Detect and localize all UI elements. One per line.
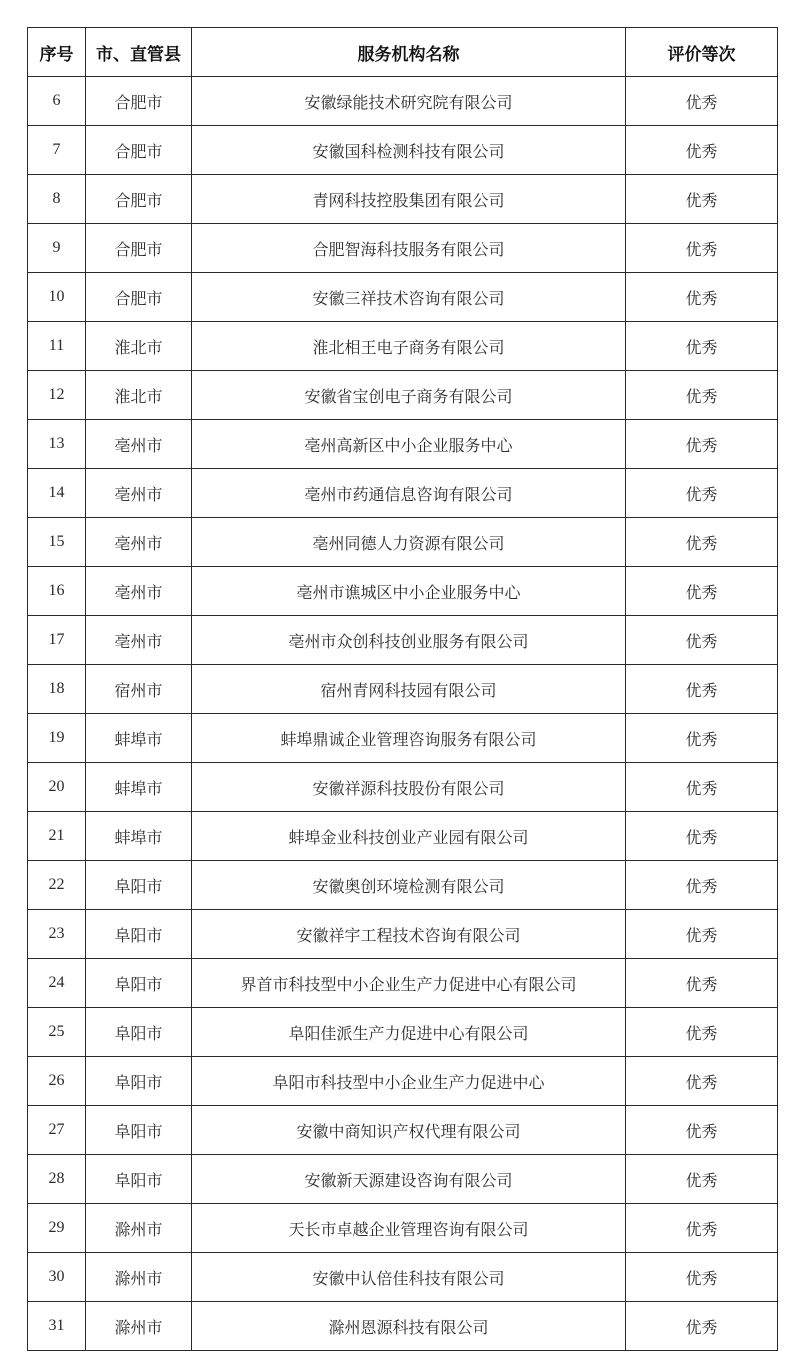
cell-city: 蚌埠市 [86, 812, 192, 861]
cell-serial-number: 6 [28, 77, 86, 126]
cell-organization-name: 安徽三祥技术咨询有限公司 [192, 273, 626, 322]
table-row [28, 861, 778, 910]
cell-organization-name: 亳州市谯城区中小企业服务中心 [192, 567, 626, 616]
table-row [28, 77, 778, 126]
table-row [28, 1204, 778, 1253]
cell-organization-name: 安徽奥创环境检测有限公司 [192, 861, 626, 910]
cell-serial-number: 13 [28, 420, 86, 469]
header-rating-grade: 评价等次 [626, 28, 778, 77]
header-organization-name: 服务机构名称 [192, 28, 626, 77]
cell-serial-number: 21 [28, 812, 86, 861]
cell-city: 合肥市 [86, 273, 192, 322]
cell-city: 淮北市 [86, 371, 192, 420]
cell-organization-name: 青网科技控股集团有限公司 [192, 175, 626, 224]
cell-rating: 优秀 [626, 1302, 778, 1351]
cell-organization-name: 安徽新天源建设咨询有限公司 [192, 1155, 626, 1204]
table-body [28, 77, 778, 1351]
cell-organization-name: 阜阳佳派生产力促进中心有限公司 [192, 1008, 626, 1057]
table-row [28, 1253, 778, 1302]
cell-organization-name: 安徽省宝创电子商务有限公司 [192, 371, 626, 420]
cell-rating: 优秀 [626, 469, 778, 518]
cell-serial-number: 18 [28, 665, 86, 714]
cell-city: 滁州市 [86, 1253, 192, 1302]
cell-organization-name: 淮北相王电子商务有限公司 [192, 322, 626, 371]
table-row [28, 126, 778, 175]
table-row [28, 224, 778, 273]
cell-city: 蚌埠市 [86, 763, 192, 812]
cell-rating: 优秀 [626, 1155, 778, 1204]
cell-city: 阜阳市 [86, 1155, 192, 1204]
cell-organization-name: 亳州市药通信息咨询有限公司 [192, 469, 626, 518]
cell-serial-number: 17 [28, 616, 86, 665]
cell-rating: 优秀 [626, 420, 778, 469]
table-row [28, 420, 778, 469]
cell-rating: 优秀 [626, 910, 778, 959]
cell-serial-number: 20 [28, 763, 86, 812]
table-row [28, 273, 778, 322]
table-row [28, 1302, 778, 1351]
cell-organization-name: 安徽祥宇工程技术咨询有限公司 [192, 910, 626, 959]
table-row [28, 1106, 778, 1155]
cell-rating: 优秀 [626, 371, 778, 420]
table-row [28, 959, 778, 1008]
cell-serial-number: 9 [28, 224, 86, 273]
cell-serial-number: 11 [28, 322, 86, 371]
table-row [28, 910, 778, 959]
cell-rating: 优秀 [626, 1204, 778, 1253]
header-city-county: 市、直管县 [86, 28, 192, 77]
cell-organization-name: 安徽绿能技术研究院有限公司 [192, 77, 626, 126]
cell-rating: 优秀 [626, 714, 778, 763]
cell-organization-name: 阜阳市科技型中小企业生产力促进中心 [192, 1057, 626, 1106]
cell-city: 淮北市 [86, 322, 192, 371]
cell-rating: 优秀 [626, 861, 778, 910]
table-row [28, 469, 778, 518]
cell-rating: 优秀 [626, 126, 778, 175]
cell-city: 宿州市 [86, 665, 192, 714]
cell-city: 合肥市 [86, 224, 192, 273]
cell-organization-name: 蚌埠金业科技创业产业园有限公司 [192, 812, 626, 861]
cell-city: 滁州市 [86, 1204, 192, 1253]
cell-serial-number: 16 [28, 567, 86, 616]
cell-rating: 优秀 [626, 224, 778, 273]
cell-serial-number: 28 [28, 1155, 86, 1204]
cell-serial-number: 26 [28, 1057, 86, 1106]
table-row [28, 518, 778, 567]
cell-rating: 优秀 [626, 959, 778, 1008]
cell-rating: 优秀 [626, 1106, 778, 1155]
cell-city: 蚌埠市 [86, 714, 192, 763]
cell-serial-number: 27 [28, 1106, 86, 1155]
cell-organization-name: 宿州青网科技园有限公司 [192, 665, 626, 714]
cell-serial-number: 19 [28, 714, 86, 763]
cell-organization-name: 安徽国科检测科技有限公司 [192, 126, 626, 175]
cell-serial-number: 30 [28, 1253, 86, 1302]
table-row [28, 1057, 778, 1106]
table-row [28, 1155, 778, 1204]
cell-city: 滁州市 [86, 1302, 192, 1351]
cell-rating: 优秀 [626, 322, 778, 371]
table-row [28, 322, 778, 371]
cell-city: 阜阳市 [86, 1008, 192, 1057]
evaluation-table [27, 27, 778, 1351]
cell-serial-number: 24 [28, 959, 86, 1008]
cell-rating: 优秀 [626, 1057, 778, 1106]
cell-organization-name: 天长市卓越企业管理咨询有限公司 [192, 1204, 626, 1253]
cell-rating: 优秀 [626, 812, 778, 861]
cell-organization-name: 亳州高新区中小企业服务中心 [192, 420, 626, 469]
cell-organization-name: 蚌埠鼎诚企业管理咨询服务有限公司 [192, 714, 626, 763]
cell-organization-name: 安徽中商知识产权代理有限公司 [192, 1106, 626, 1155]
cell-serial-number: 15 [28, 518, 86, 567]
cell-rating: 优秀 [626, 518, 778, 567]
cell-city: 阜阳市 [86, 910, 192, 959]
table-row [28, 175, 778, 224]
cell-serial-number: 8 [28, 175, 86, 224]
cell-serial-number: 14 [28, 469, 86, 518]
cell-city: 阜阳市 [86, 959, 192, 1008]
cell-rating: 优秀 [626, 77, 778, 126]
cell-serial-number: 22 [28, 861, 86, 910]
cell-rating: 优秀 [626, 567, 778, 616]
cell-city: 阜阳市 [86, 1106, 192, 1155]
header-serial-number: 序号 [28, 28, 86, 77]
cell-serial-number: 23 [28, 910, 86, 959]
cell-city: 亳州市 [86, 616, 192, 665]
cell-organization-name: 亳州同德人力资源有限公司 [192, 518, 626, 567]
table-row [28, 812, 778, 861]
cell-city: 阜阳市 [86, 1057, 192, 1106]
cell-serial-number: 12 [28, 371, 86, 420]
cell-organization-name: 滁州恩源科技有限公司 [192, 1302, 626, 1351]
cell-rating: 优秀 [626, 175, 778, 224]
table-row [28, 371, 778, 420]
cell-organization-name: 合肥智海科技服务有限公司 [192, 224, 626, 273]
cell-serial-number: 31 [28, 1302, 86, 1351]
table-row [28, 714, 778, 763]
cell-serial-number: 10 [28, 273, 86, 322]
table-header [28, 28, 778, 77]
cell-city: 合肥市 [86, 175, 192, 224]
table-row [28, 616, 778, 665]
cell-organization-name: 亳州市众创科技创业服务有限公司 [192, 616, 626, 665]
cell-city: 亳州市 [86, 567, 192, 616]
cell-rating: 优秀 [626, 763, 778, 812]
cell-rating: 优秀 [626, 616, 778, 665]
cell-rating: 优秀 [626, 273, 778, 322]
cell-city: 阜阳市 [86, 861, 192, 910]
cell-city: 亳州市 [86, 518, 192, 567]
cell-rating: 优秀 [626, 1008, 778, 1057]
cell-city: 亳州市 [86, 469, 192, 518]
cell-organization-name: 安徽中认倍佳科技有限公司 [192, 1253, 626, 1302]
cell-city: 亳州市 [86, 420, 192, 469]
cell-rating: 优秀 [626, 1253, 778, 1302]
cell-serial-number: 29 [28, 1204, 86, 1253]
table-row [28, 1008, 778, 1057]
cell-city: 合肥市 [86, 77, 192, 126]
table-row [28, 665, 778, 714]
header-row [28, 28, 778, 77]
cell-city: 合肥市 [86, 126, 192, 175]
cell-serial-number: 25 [28, 1008, 86, 1057]
cell-organization-name: 安徽祥源科技股份有限公司 [192, 763, 626, 812]
table-row [28, 567, 778, 616]
table-row [28, 763, 778, 812]
cell-organization-name: 界首市科技型中小企业生产力促进中心有限公司 [192, 959, 626, 1008]
cell-serial-number: 7 [28, 126, 86, 175]
cell-rating: 优秀 [626, 665, 778, 714]
